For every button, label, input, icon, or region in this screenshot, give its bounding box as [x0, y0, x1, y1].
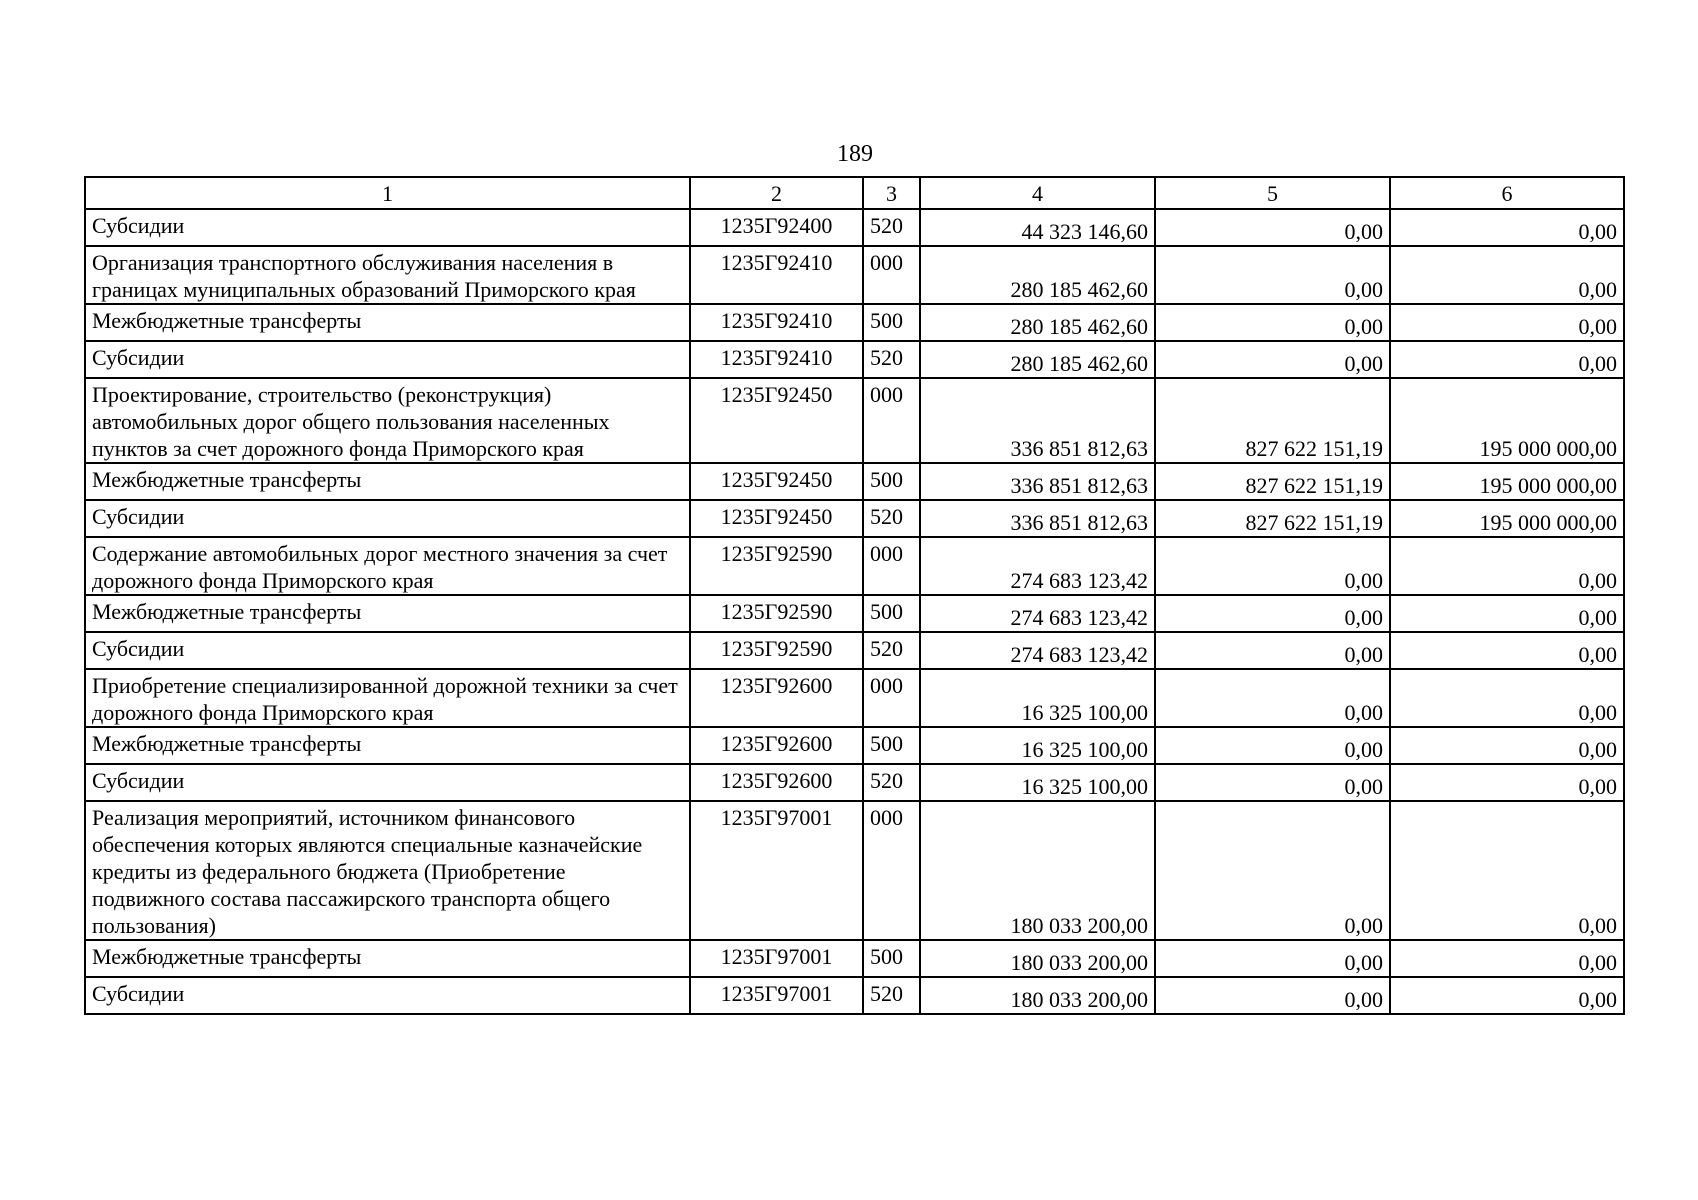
row-type-cell: 500	[863, 463, 920, 500]
row-type-cell: 500	[863, 595, 920, 632]
column-header-5: 5	[1155, 177, 1390, 209]
table-row	[85, 304, 1624, 341]
table-row	[85, 632, 1624, 669]
row-amount-col4-cell: 274 683 123,42	[920, 632, 1155, 669]
row-name-cell: Организация транспортного обслуживания населения в границах муниципальных образований Приморского края	[85, 246, 690, 304]
row-code-cell: 1235Г92600	[690, 764, 863, 801]
column-header-2: 2	[690, 177, 863, 209]
budget-table	[84, 176, 1625, 1015]
row-code-cell: 1235Г92590	[690, 595, 863, 632]
row-amount-col6-cell: 195 000 000,00	[1390, 500, 1624, 537]
row-amount-col4-cell: 16 325 100,00	[920, 764, 1155, 801]
row-name-cell: Содержание автомобильных дорог местного значения за счет дорожного фонда Приморского края	[85, 537, 690, 595]
row-amount-col6-cell: 0,00	[1390, 209, 1624, 246]
row-code-cell: 1235Г92410	[690, 246, 863, 304]
row-amount-col5-cell: 827 622 151,19	[1155, 500, 1390, 537]
row-type-cell: 520	[863, 341, 920, 378]
row-name-cell: Субсидии	[85, 209, 690, 246]
column-header-3: 3	[863, 177, 920, 209]
row-name-cell: Проектирование, строительство (реконструкция) автомобильных дорог общего пользования населенных пунктов за счет дорожного фонда Приморского края	[85, 378, 690, 463]
row-amount-col5-cell: 0,00	[1155, 764, 1390, 801]
row-amount-col6-cell: 0,00	[1390, 537, 1624, 595]
page-number: 189	[837, 141, 873, 167]
row-amount-col5-cell: 827 622 151,19	[1155, 378, 1390, 463]
row-amount-col5-cell: 0,00	[1155, 977, 1390, 1014]
row-amount-col4-cell: 280 185 462,60	[920, 304, 1155, 341]
row-code-cell: 1235Г92410	[690, 304, 863, 341]
table-body	[85, 177, 1624, 1014]
row-amount-col6-cell: 195 000 000,00	[1390, 378, 1624, 463]
row-amount-col5-cell: 0,00	[1155, 304, 1390, 341]
table-row	[85, 669, 1624, 727]
row-type-cell: 500	[863, 304, 920, 341]
table-header-row	[85, 177, 1624, 209]
table-row	[85, 764, 1624, 801]
row-name-cell: Межбюджетные трансферты	[85, 463, 690, 500]
row-amount-col6-cell: 0,00	[1390, 977, 1624, 1014]
row-amount-col4-cell: 16 325 100,00	[920, 727, 1155, 764]
row-amount-col6-cell: 0,00	[1390, 764, 1624, 801]
row-amount-col5-cell: 0,00	[1155, 341, 1390, 378]
table-row	[85, 537, 1624, 595]
row-code-cell: 1235Г92400	[690, 209, 863, 246]
row-amount-col4-cell: 336 851 812,63	[920, 500, 1155, 537]
row-amount-col4-cell: 180 033 200,00	[920, 801, 1155, 940]
row-name-cell: Межбюджетные трансферты	[85, 595, 690, 632]
row-amount-col5-cell: 0,00	[1155, 595, 1390, 632]
row-amount-col5-cell: 0,00	[1155, 209, 1390, 246]
row-amount-col6-cell: 0,00	[1390, 246, 1624, 304]
row-amount-col6-cell: 0,00	[1390, 669, 1624, 727]
row-amount-col5-cell: 0,00	[1155, 727, 1390, 764]
row-amount-col6-cell: 0,00	[1390, 801, 1624, 940]
row-type-cell: 520	[863, 764, 920, 801]
row-code-cell: 1235Г92590	[690, 537, 863, 595]
row-code-cell: 1235Г92600	[690, 669, 863, 727]
row-amount-col6-cell: 195 000 000,00	[1390, 463, 1624, 500]
row-type-cell: 520	[863, 977, 920, 1014]
row-name-cell: Приобретение специализированной дорожной техники за счет дорожного фонда Приморского края	[85, 669, 690, 727]
row-type-cell: 000	[863, 669, 920, 727]
column-header-1: 1	[85, 177, 690, 209]
row-amount-col6-cell: 0,00	[1390, 727, 1624, 764]
row-amount-col5-cell: 827 622 151,19	[1155, 463, 1390, 500]
row-name-cell: Реализация мероприятий, источником финансового обеспечения которых являются специальные казначейские кредиты из федерального бюджета (Приобретение подвижного состава пассажирского транспорта общего пользования)	[85, 801, 690, 940]
row-amount-col4-cell: 274 683 123,42	[920, 537, 1155, 595]
row-code-cell: 1235Г92600	[690, 727, 863, 764]
row-type-cell: 000	[863, 378, 920, 463]
row-amount-col5-cell: 0,00	[1155, 940, 1390, 977]
table-row	[85, 940, 1624, 977]
row-amount-col6-cell: 0,00	[1390, 341, 1624, 378]
row-code-cell: 1235Г92590	[690, 632, 863, 669]
row-amount-col4-cell: 16 325 100,00	[920, 669, 1155, 727]
table-row	[85, 595, 1624, 632]
table-row	[85, 246, 1624, 304]
table-row	[85, 341, 1624, 378]
row-type-cell: 520	[863, 632, 920, 669]
row-amount-col6-cell: 0,00	[1390, 940, 1624, 977]
row-name-cell: Субсидии	[85, 632, 690, 669]
row-name-cell: Межбюджетные трансферты	[85, 304, 690, 341]
row-amount-col4-cell: 280 185 462,60	[920, 246, 1155, 304]
row-amount-col6-cell: 0,00	[1390, 595, 1624, 632]
row-amount-col5-cell: 0,00	[1155, 801, 1390, 940]
row-name-cell: Межбюджетные трансферты	[85, 940, 690, 977]
column-header-6: 6	[1390, 177, 1624, 209]
row-name-cell: Субсидии	[85, 977, 690, 1014]
row-code-cell: 1235Г92410	[690, 341, 863, 378]
row-code-cell: 1235Г97001	[690, 801, 863, 940]
row-code-cell: 1235Г92450	[690, 463, 863, 500]
row-amount-col4-cell: 274 683 123,42	[920, 595, 1155, 632]
row-type-cell: 500	[863, 940, 920, 977]
table-row	[85, 500, 1624, 537]
row-amount-col6-cell: 0,00	[1390, 632, 1624, 669]
row-amount-col4-cell: 336 851 812,63	[920, 378, 1155, 463]
row-amount-col4-cell: 280 185 462,60	[920, 341, 1155, 378]
row-amount-col6-cell: 0,00	[1390, 304, 1624, 341]
row-name-cell: Субсидии	[85, 341, 690, 378]
table-row	[85, 801, 1624, 940]
table-row	[85, 727, 1624, 764]
row-amount-col4-cell: 180 033 200,00	[920, 940, 1155, 977]
row-amount-col5-cell: 0,00	[1155, 246, 1390, 304]
row-type-cell: 520	[863, 500, 920, 537]
row-type-cell: 000	[863, 246, 920, 304]
column-header-4: 4	[920, 177, 1155, 209]
table-row	[85, 977, 1624, 1014]
row-code-cell: 1235Г92450	[690, 500, 863, 537]
row-amount-col4-cell: 180 033 200,00	[920, 977, 1155, 1014]
table-row	[85, 463, 1624, 500]
row-amount-col5-cell: 0,00	[1155, 537, 1390, 595]
table-row	[85, 378, 1624, 463]
row-type-cell: 520	[863, 209, 920, 246]
row-code-cell: 1235Г97001	[690, 977, 863, 1014]
row-amount-col4-cell: 44 323 146,60	[920, 209, 1155, 246]
row-type-cell: 500	[863, 727, 920, 764]
row-code-cell: 1235Г97001	[690, 940, 863, 977]
row-name-cell: Межбюджетные трансферты	[85, 727, 690, 764]
row-type-cell: 000	[863, 801, 920, 940]
row-name-cell: Субсидии	[85, 500, 690, 537]
table-row	[85, 209, 1624, 246]
row-name-cell: Субсидии	[85, 764, 690, 801]
row-amount-col5-cell: 0,00	[1155, 669, 1390, 727]
row-type-cell: 000	[863, 537, 920, 595]
row-amount-col4-cell: 336 851 812,63	[920, 463, 1155, 500]
row-code-cell: 1235Г92450	[690, 378, 863, 463]
row-amount-col5-cell: 0,00	[1155, 632, 1390, 669]
